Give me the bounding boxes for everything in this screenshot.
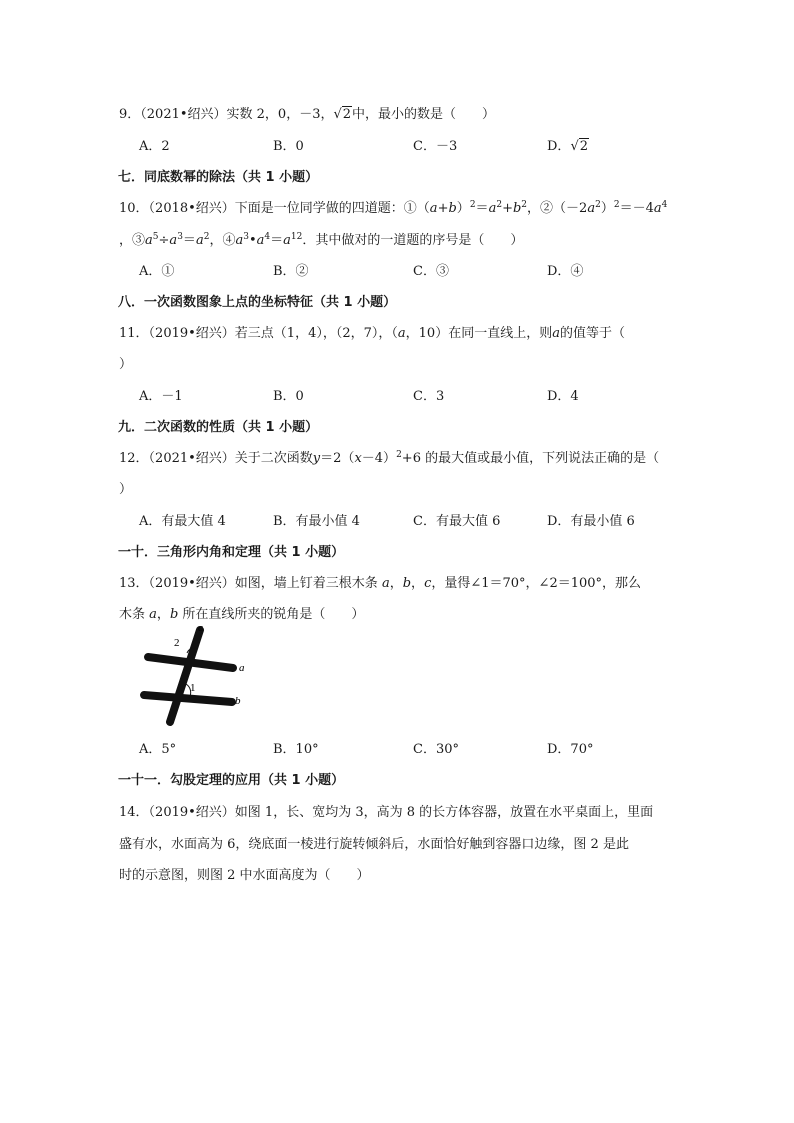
q13-option-b: B．10°: [273, 742, 319, 757]
q12-option-a: A．有最大值 4: [139, 514, 226, 529]
q10-stem-line1: 10．（2018•绍兴）下面是一位同学做的四道题：$①(a+b)^2=a^2+b^2$，$②(-2a^2)^2=-4a^4$: [119, 200, 668, 216]
q11-option-d: D．4: [547, 389, 579, 404]
label-a: a: [239, 662, 245, 674]
q13-option-c: C．30°: [413, 742, 459, 757]
q13-option-a: A．5°: [139, 742, 177, 757]
q13-option-d: D．70°: [547, 742, 594, 757]
q14-stem-line1: 14．（2019•绍兴）如图 1，长、宽均为 3，高为 8 的长方体容器，放置在水平桌面上，里面: [119, 805, 654, 820]
sqrt-icon: √2: [570, 139, 589, 154]
q13-stem-line1: 13．（2019•绍兴）如图，墙上钉着三根木条 a，b，c，量得∠1＝70°，∠2＝100°，那么: [119, 576, 642, 591]
q11-stem-line2: ）: [119, 357, 133, 372]
q14-stem-line3: 时的示意图，则图 2 中水面高度为（ ）: [119, 868, 370, 883]
q10-option-b: B．②: [273, 264, 309, 279]
label-b: b: [235, 695, 241, 707]
section-heading-9: 九．二次函数的性质（共 1 小题）: [118, 420, 319, 435]
q12-stem-line2: ）: [119, 482, 133, 497]
q11-option-a: A．－1: [139, 389, 183, 404]
q9-option-d: D．√2: [547, 139, 589, 154]
q9-option-c: C．－3: [413, 139, 458, 154]
q14-stem-line2: 盛有水，水面高为 6，绕底面一棱进行旋转倾斜后，水面恰好触到容器口边缘，图 2 是此: [119, 837, 629, 852]
q9-option-a: A．2: [139, 139, 170, 154]
q13-figure: [138, 618, 268, 728]
q12-stem-line1: 12．（2021•绍兴）关于二次函数$y=2(x-4)^2+6$ 的最大值或最小值，下列说法正确的是（: [119, 450, 660, 466]
label-angle-2: 2: [174, 637, 180, 649]
stick-b: [144, 695, 232, 702]
q9-option-b: B．0: [273, 139, 304, 154]
label-angle-1: 1: [190, 682, 196, 694]
section-heading-8: 八．一次函数图象上点的坐标特征（共 1 小题）: [118, 295, 397, 310]
q11-option-b: B．0: [273, 389, 304, 404]
label-c: c: [198, 622, 203, 634]
q10-stem-line2: ，$③a^5\div a^3=a^2$，$④a^3•a^4=a^{12}$．其中做对的一道题的序号是（ ）: [119, 232, 524, 248]
section-heading-10: 一十．三角形内角和定理（共 1 小题）: [118, 545, 345, 560]
q11-stem-line1: 11．（2019•绍兴）若三点（1，4），（2，7），（a，10）在同一直线上，则a的值等于（: [119, 326, 625, 341]
q10-option-c: C．③: [413, 264, 449, 279]
sqrt-icon: √2: [333, 107, 352, 122]
q12-option-b: B．有最小值 4: [273, 514, 360, 529]
q12-option-c: C．有最大值 6: [413, 514, 501, 529]
q11-option-c: C．3: [413, 389, 445, 404]
q10-option-a: A．①: [139, 264, 175, 279]
section-heading-11: 一十一．勾股定理的应用（共 1 小题）: [118, 773, 345, 788]
q9-stem: 9．（2021•绍兴）实数 2，0，－3，√2中，最小的数是（ ）: [119, 107, 496, 122]
q13-stem-line2: 木条 a，b 所在直线所夹的锐角是（ ）: [119, 607, 365, 622]
q12-option-d: D．有最小值 6: [547, 514, 635, 529]
section-heading-7: 七．同底数幂的除法（共 1 小题）: [118, 170, 319, 185]
q10-option-d: D．④: [547, 264, 584, 279]
